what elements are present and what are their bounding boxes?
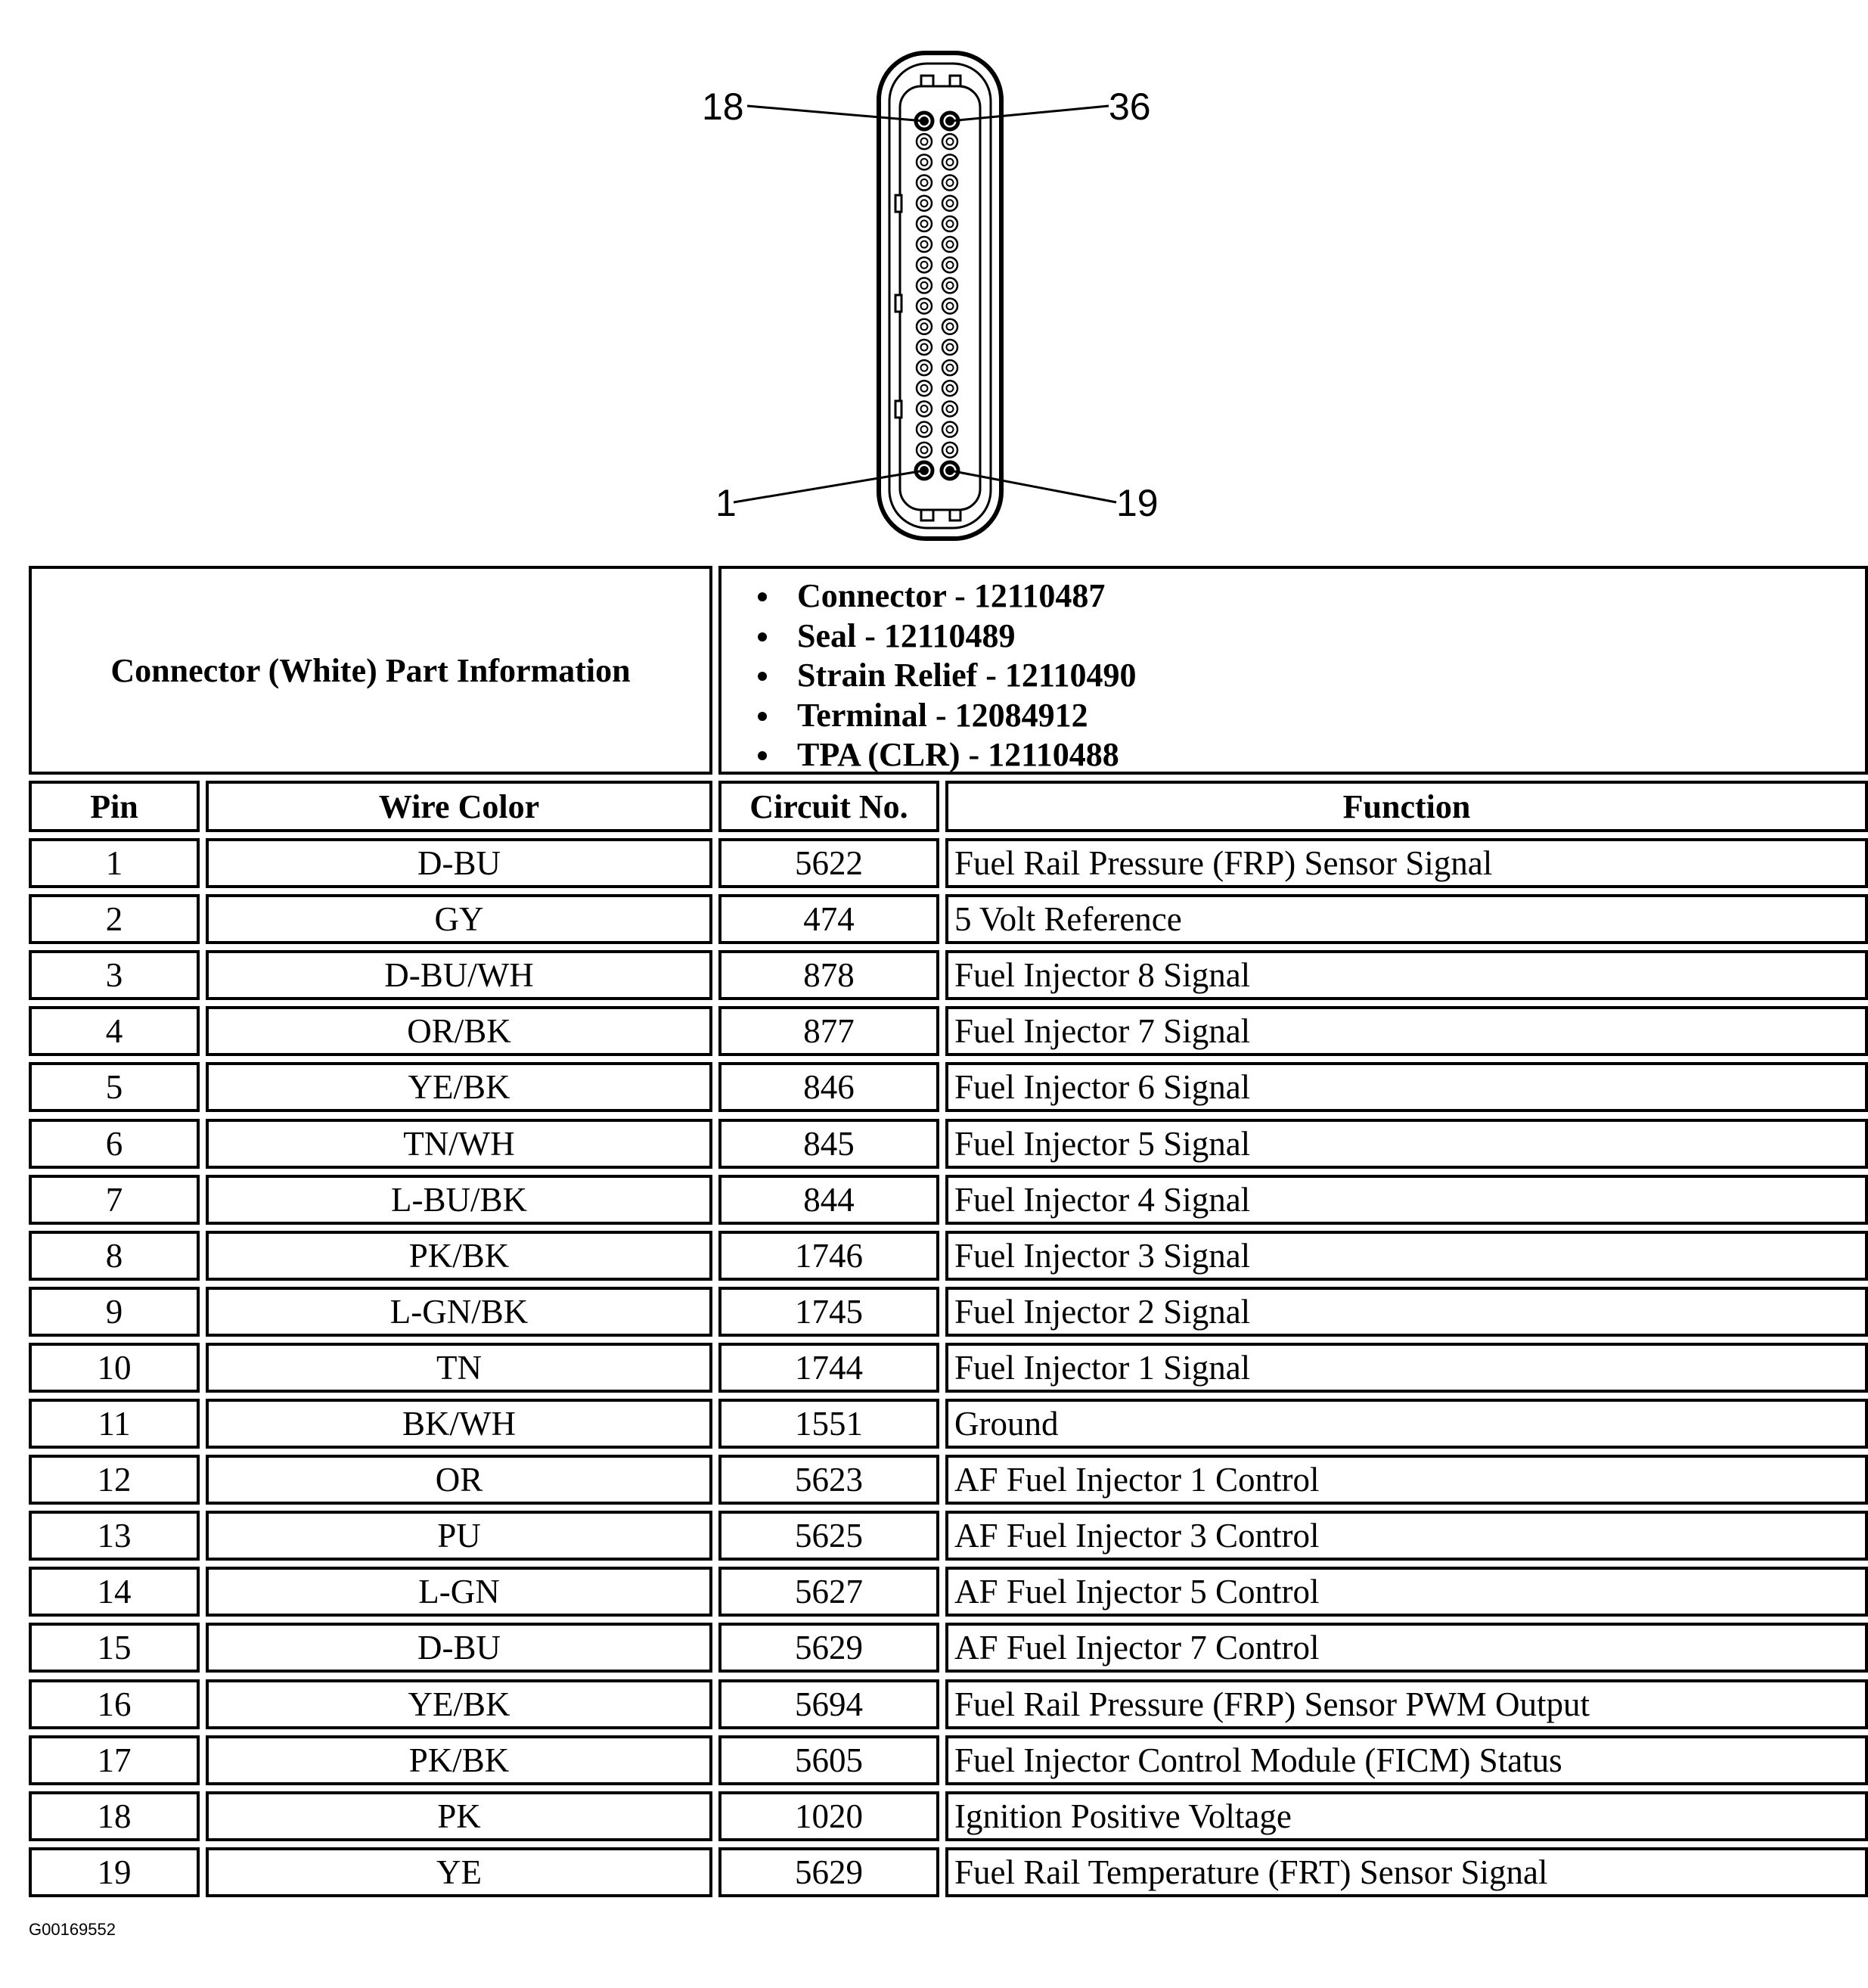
cell-circuit-no-text: 877 — [803, 1012, 855, 1050]
pin-terminal — [947, 323, 954, 330]
pin-terminal — [921, 241, 928, 248]
part-info-item: Connector - 12110487 — [797, 576, 1137, 617]
cell-wire-color — [206, 1679, 712, 1729]
pin-terminal — [947, 241, 954, 248]
cell-function — [945, 1399, 1868, 1449]
cell-pin — [29, 1343, 200, 1393]
cell-circuit-no-text: 1746 — [795, 1237, 863, 1275]
cell-pin-text: 18 — [97, 1797, 132, 1835]
cell-circuit-no-text: 845 — [803, 1125, 855, 1163]
pin-terminal — [947, 220, 954, 227]
connector-side-key — [895, 401, 901, 418]
cell-function — [945, 1119, 1868, 1169]
cell-pin-text: 5 — [105, 1068, 123, 1106]
cell-pin-text: 6 — [105, 1125, 123, 1163]
cell-wire-color — [206, 1567, 712, 1617]
cell-circuit-no — [718, 1006, 939, 1056]
header-function-text: Function — [1342, 787, 1471, 825]
cell-function-text: AF Fuel Injector 7 Control — [954, 1629, 1320, 1667]
pin-terminal — [921, 220, 928, 227]
header-wire-color — [206, 781, 712, 832]
cell-circuit-no — [718, 1175, 939, 1225]
part-info-list — [721, 576, 1137, 775]
cell-pin — [29, 1567, 200, 1617]
pin-terminal — [947, 159, 954, 166]
pin-terminal — [921, 446, 928, 453]
header-pin — [29, 781, 200, 832]
cell-wire-color — [206, 1511, 712, 1561]
cell-pin — [29, 950, 200, 1000]
cell-wire-color-text: PK — [437, 1797, 481, 1835]
cell-pin-text: 14 — [97, 1573, 132, 1611]
header-function — [945, 781, 1868, 832]
part-info-item: Terminal - 12084912 — [797, 696, 1137, 736]
part-info-item: Strain Relief - 12110490 — [797, 656, 1137, 696]
callout-label-18: 18 — [702, 85, 744, 128]
cell-function — [945, 1623, 1868, 1673]
pin-terminal — [921, 385, 928, 392]
cell-pin-text: 3 — [105, 956, 123, 994]
cell-wire-color — [206, 1791, 712, 1841]
cell-circuit-no-text: 5694 — [795, 1685, 863, 1723]
cell-pin — [29, 1062, 200, 1112]
header-circuit-no — [718, 781, 939, 832]
pin-terminal — [921, 138, 928, 145]
cell-function-text: Fuel Rail Pressure (FRP) Sensor Signal — [954, 844, 1493, 882]
cell-wire-color — [206, 1735, 712, 1785]
cell-pin — [29, 1511, 200, 1561]
cell-pin-text: 7 — [105, 1181, 123, 1219]
cell-function-text: Fuel Rail Temperature (FRT) Sensor Signal — [954, 1853, 1548, 1891]
cell-function-text: Ground — [954, 1405, 1059, 1443]
cell-circuit-no-text: 1745 — [795, 1293, 863, 1331]
cell-pin — [29, 838, 200, 888]
cell-function — [945, 1511, 1868, 1561]
cell-pin — [29, 1679, 200, 1729]
cell-wire-color — [206, 1006, 712, 1056]
cell-circuit-no — [718, 1511, 939, 1561]
cell-circuit-no-text: 474 — [803, 900, 855, 938]
cell-wire-color-text: BK/WH — [402, 1405, 516, 1443]
cell-circuit-no — [718, 1567, 939, 1617]
pin-terminal — [921, 262, 928, 269]
cell-pin-text: 10 — [97, 1349, 132, 1387]
connector-diagram — [681, 45, 1195, 552]
cell-wire-color — [206, 894, 712, 944]
cell-pin-text: 19 — [97, 1853, 132, 1891]
pin-terminal — [947, 446, 954, 453]
cell-wire-color — [206, 1399, 712, 1449]
cell-circuit-no — [718, 1062, 939, 1112]
figure-id: G00169552 — [29, 1920, 116, 1939]
cell-circuit-no-text: 844 — [803, 1181, 855, 1219]
cell-pin-text: 2 — [105, 900, 123, 938]
cell-wire-color — [206, 1847, 712, 1897]
pin-terminal — [947, 303, 954, 309]
pin-terminal — [947, 426, 954, 433]
cell-wire-color-text: YE — [436, 1853, 482, 1891]
callout-label-36: 36 — [1109, 85, 1151, 128]
pin-terminal — [921, 159, 928, 166]
part-info-item: TPA (CLR) - 12110488 — [797, 735, 1137, 775]
cell-circuit-no — [718, 838, 939, 888]
cell-pin — [29, 1119, 200, 1169]
cell-function-text: Ignition Positive Voltage — [954, 1797, 1292, 1835]
cell-function — [945, 1735, 1868, 1785]
cell-wire-color — [206, 1119, 712, 1169]
callout-label-1: 1 — [715, 482, 737, 524]
cell-function — [945, 1847, 1868, 1897]
cell-circuit-no — [718, 1399, 939, 1449]
cell-wire-color — [206, 1175, 712, 1225]
header-circuit-no-text: Circuit No. — [749, 787, 908, 825]
cell-pin — [29, 1847, 200, 1897]
header-pin-text: Pin — [90, 787, 138, 825]
cell-pin-text: 16 — [97, 1685, 132, 1723]
cell-pin — [29, 894, 200, 944]
cell-wire-color-text: YE/BK — [408, 1685, 510, 1723]
cell-circuit-no-text: 1020 — [795, 1797, 863, 1835]
cell-pin — [29, 1735, 200, 1785]
cell-circuit-no — [718, 1791, 939, 1841]
cell-wire-color — [206, 838, 712, 888]
cell-pin-text: 15 — [97, 1629, 132, 1667]
cell-function-text: AF Fuel Injector 3 Control — [954, 1517, 1320, 1555]
part-info-label-text: Connector (White) Part Information — [110, 651, 631, 689]
cell-wire-color-text: L-GN — [418, 1573, 500, 1611]
cell-wire-color-text: PU — [437, 1517, 481, 1555]
cell-function — [945, 838, 1868, 888]
pin-terminal — [947, 282, 954, 289]
pin-terminal — [947, 200, 954, 207]
cell-circuit-no-text: 5627 — [795, 1573, 863, 1611]
cell-circuit-no-text: 1744 — [795, 1349, 863, 1387]
cell-function-text: Fuel Injector 1 Signal — [954, 1349, 1251, 1387]
cell-circuit-no — [718, 1343, 939, 1393]
cell-pin — [29, 1399, 200, 1449]
cell-wire-color-text: D-BU — [417, 1629, 501, 1667]
pin-terminal — [947, 365, 954, 371]
cell-circuit-no — [718, 894, 939, 944]
cell-circuit-no-text: 878 — [803, 956, 855, 994]
cell-pin — [29, 1231, 200, 1281]
callout-label-19: 19 — [1116, 482, 1159, 524]
cell-circuit-no-text: 5605 — [795, 1741, 863, 1779]
cell-pin-text: 1 — [105, 844, 123, 882]
cell-wire-color — [206, 1062, 712, 1112]
cell-function — [945, 950, 1868, 1000]
part-info-list-cell — [718, 566, 1868, 775]
pin-terminal — [947, 385, 954, 392]
cell-circuit-no-text: 5622 — [795, 844, 863, 882]
cell-wire-color — [206, 1623, 712, 1673]
connector-side-key — [895, 295, 901, 312]
cell-function — [945, 894, 1868, 944]
cell-function-text: Fuel Injector 3 Signal — [954, 1237, 1251, 1275]
cell-function-text: Fuel Injector 6 Signal — [954, 1068, 1251, 1106]
cell-function — [945, 1791, 1868, 1841]
pin-terminal — [921, 282, 928, 289]
cell-wire-color — [206, 1455, 712, 1505]
cell-circuit-no — [718, 1455, 939, 1505]
cell-wire-color-text: L-BU/BK — [391, 1181, 527, 1219]
cell-circuit-no-text: 846 — [803, 1068, 855, 1106]
cell-function-text: AF Fuel Injector 1 Control — [954, 1461, 1320, 1499]
cell-circuit-no — [718, 950, 939, 1000]
cell-pin — [29, 1006, 200, 1056]
cell-circuit-no-text: 1551 — [795, 1405, 863, 1443]
cell-circuit-no-text: 5629 — [795, 1629, 863, 1667]
part-info-item: Seal - 12110489 — [797, 617, 1137, 657]
cell-function — [945, 1062, 1868, 1112]
cell-circuit-no — [718, 1231, 939, 1281]
cell-function-text: Fuel Injector Control Module (FICM) Status — [954, 1741, 1562, 1779]
cell-wire-color-text: D-BU — [417, 844, 501, 882]
cell-circuit-no-text: 5623 — [795, 1461, 863, 1499]
cell-pin-text: 17 — [97, 1741, 132, 1779]
cell-wire-color-text: YE/BK — [408, 1068, 510, 1106]
pin-terminal — [921, 426, 928, 433]
cell-wire-color-text: D-BU/WH — [384, 956, 534, 994]
cell-pin-text: 9 — [105, 1293, 123, 1331]
cell-function — [945, 1006, 1868, 1056]
cell-pin — [29, 1455, 200, 1505]
pin-terminal — [921, 365, 928, 371]
cell-pin-text: 12 — [97, 1461, 132, 1499]
cell-wire-color-text: OR — [435, 1461, 483, 1499]
pin-terminal — [921, 343, 928, 350]
cell-function-text: Fuel Rail Pressure (FRP) Sensor PWM Output — [954, 1685, 1590, 1723]
cell-wire-color-text: GY — [434, 900, 484, 938]
cell-function-text: 5 Volt Reference — [954, 900, 1182, 938]
cell-wire-color-text: TN — [436, 1349, 482, 1387]
cell-wire-color-text: PK/BK — [408, 1741, 510, 1779]
cell-function — [945, 1231, 1868, 1281]
part-info-label — [29, 566, 712, 775]
cell-circuit-no — [718, 1679, 939, 1729]
connector-side-key — [895, 195, 901, 212]
cell-circuit-no-text: 5625 — [795, 1517, 863, 1555]
cell-wire-color — [206, 1231, 712, 1281]
cell-wire-color — [206, 1343, 712, 1393]
cell-function-text: Fuel Injector 5 Signal — [954, 1125, 1251, 1163]
pin-terminal — [947, 179, 954, 186]
pin-terminal — [947, 343, 954, 350]
cell-wire-color — [206, 1287, 712, 1337]
cell-wire-color-text: L-GN/BK — [389, 1293, 529, 1331]
cell-pin-text: 4 — [105, 1012, 123, 1050]
pin-terminal — [921, 303, 928, 309]
cell-circuit-no — [718, 1623, 939, 1673]
cell-function — [945, 1175, 1868, 1225]
pin-terminal — [947, 262, 954, 269]
pin-terminal — [921, 405, 928, 412]
pin-terminal — [921, 200, 928, 207]
pin-terminal — [947, 138, 954, 145]
cell-pin — [29, 1287, 200, 1337]
cell-function — [945, 1287, 1868, 1337]
cell-circuit-no — [718, 1735, 939, 1785]
cell-pin — [29, 1623, 200, 1673]
header-wire-color-text: Wire Color — [378, 787, 540, 825]
cell-function-text: Fuel Injector 8 Signal — [954, 956, 1251, 994]
cell-pin-text: 8 — [105, 1237, 123, 1275]
pin-terminal — [921, 323, 928, 330]
cell-function — [945, 1679, 1868, 1729]
cell-circuit-no — [718, 1847, 939, 1897]
pin-terminal — [921, 179, 928, 186]
cell-wire-color-text: PK/BK — [408, 1237, 510, 1275]
cell-pin-text: 11 — [98, 1405, 131, 1443]
cell-wire-color-text: TN/WH — [403, 1125, 515, 1163]
cell-function-text: Fuel Injector 4 Signal — [954, 1181, 1251, 1219]
cell-wire-color-text: OR/BK — [407, 1012, 511, 1050]
cell-wire-color — [206, 950, 712, 1000]
cell-function-text: AF Fuel Injector 5 Control — [954, 1573, 1320, 1611]
cell-pin-text: 13 — [97, 1517, 132, 1555]
cell-pin — [29, 1791, 200, 1841]
pin-terminal — [947, 405, 954, 412]
cell-circuit-no — [718, 1287, 939, 1337]
cell-function-text: Fuel Injector 7 Signal — [954, 1012, 1251, 1050]
cell-function — [945, 1567, 1868, 1617]
cell-function — [945, 1455, 1868, 1505]
cell-circuit-no — [718, 1119, 939, 1169]
cell-function — [945, 1343, 1868, 1393]
cell-function-text: Fuel Injector 2 Signal — [954, 1293, 1251, 1331]
cell-circuit-no-text: 5629 — [795, 1853, 863, 1891]
cell-pin — [29, 1175, 200, 1225]
